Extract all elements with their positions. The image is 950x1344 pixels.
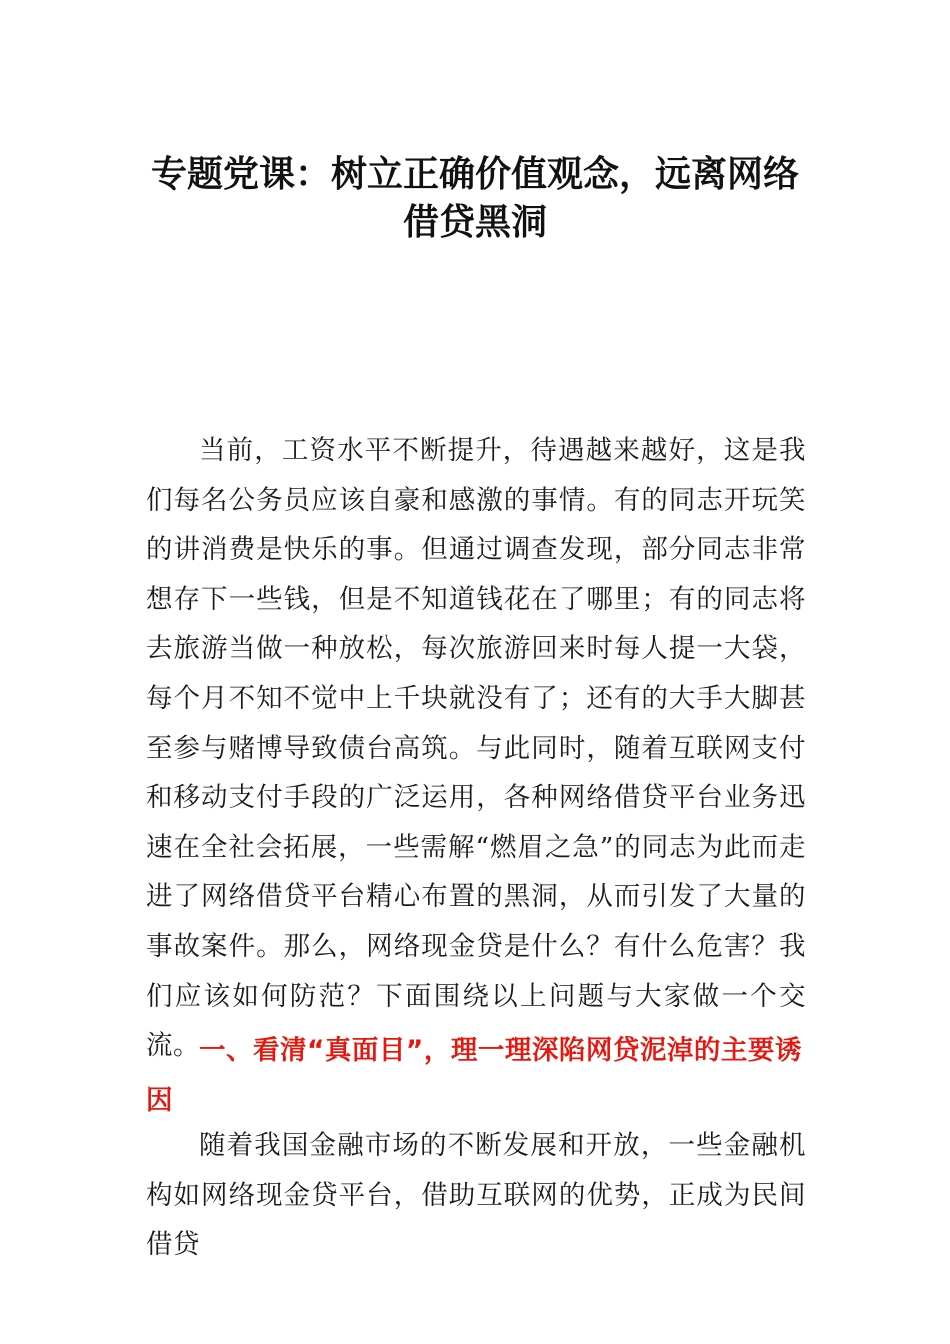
- document-title-line-2: 借贷黑洞: [402, 201, 547, 243]
- document-title-line-1: 专题党课：树立正确价值观念，远离网络: [150, 153, 799, 195]
- section-1-paragraph: 随着我国金融市场的不断发展和开放，一些金融机构如网络现金贷平台，借助互联网的优势，正成为民间借贷: [146, 1130, 806, 1261]
- intro-paragraph: 当前，工资水平不断提升，待遇越来越好，这是我们每名公务员应该自豪和感激的事情。有的同志开玩笑的讲消费是快乐的事。但通过调查发现，部分同志非常想存下一些钱，但是不知道钱花在了哪里；有的同志将去旅游当做一种放松，每次旅游回来时每人提一大袋，每个月不知不觉中上千块就没有了；还有的大手大脚甚至参与赌博导致债台高筑。与此同时，随着互联网支付和移动支付手段的广泛运用，各种网络借贷平台业务迅速在全社会拓展，一些需解“燃眉之急”的同志为此而走进了网络借贷平台精心布置的黑洞，从而引发了大量的事故案件。那么，网络现金贷是什么？有什么危害？我们应该如何防范？下面围绕以上问题与大家做一个交流。: [146, 435, 806, 1062]
- section-heading-1: 一、看清“真面目”，理一理深陷网贷泥淖的主要诱因: [146, 1035, 802, 1116]
